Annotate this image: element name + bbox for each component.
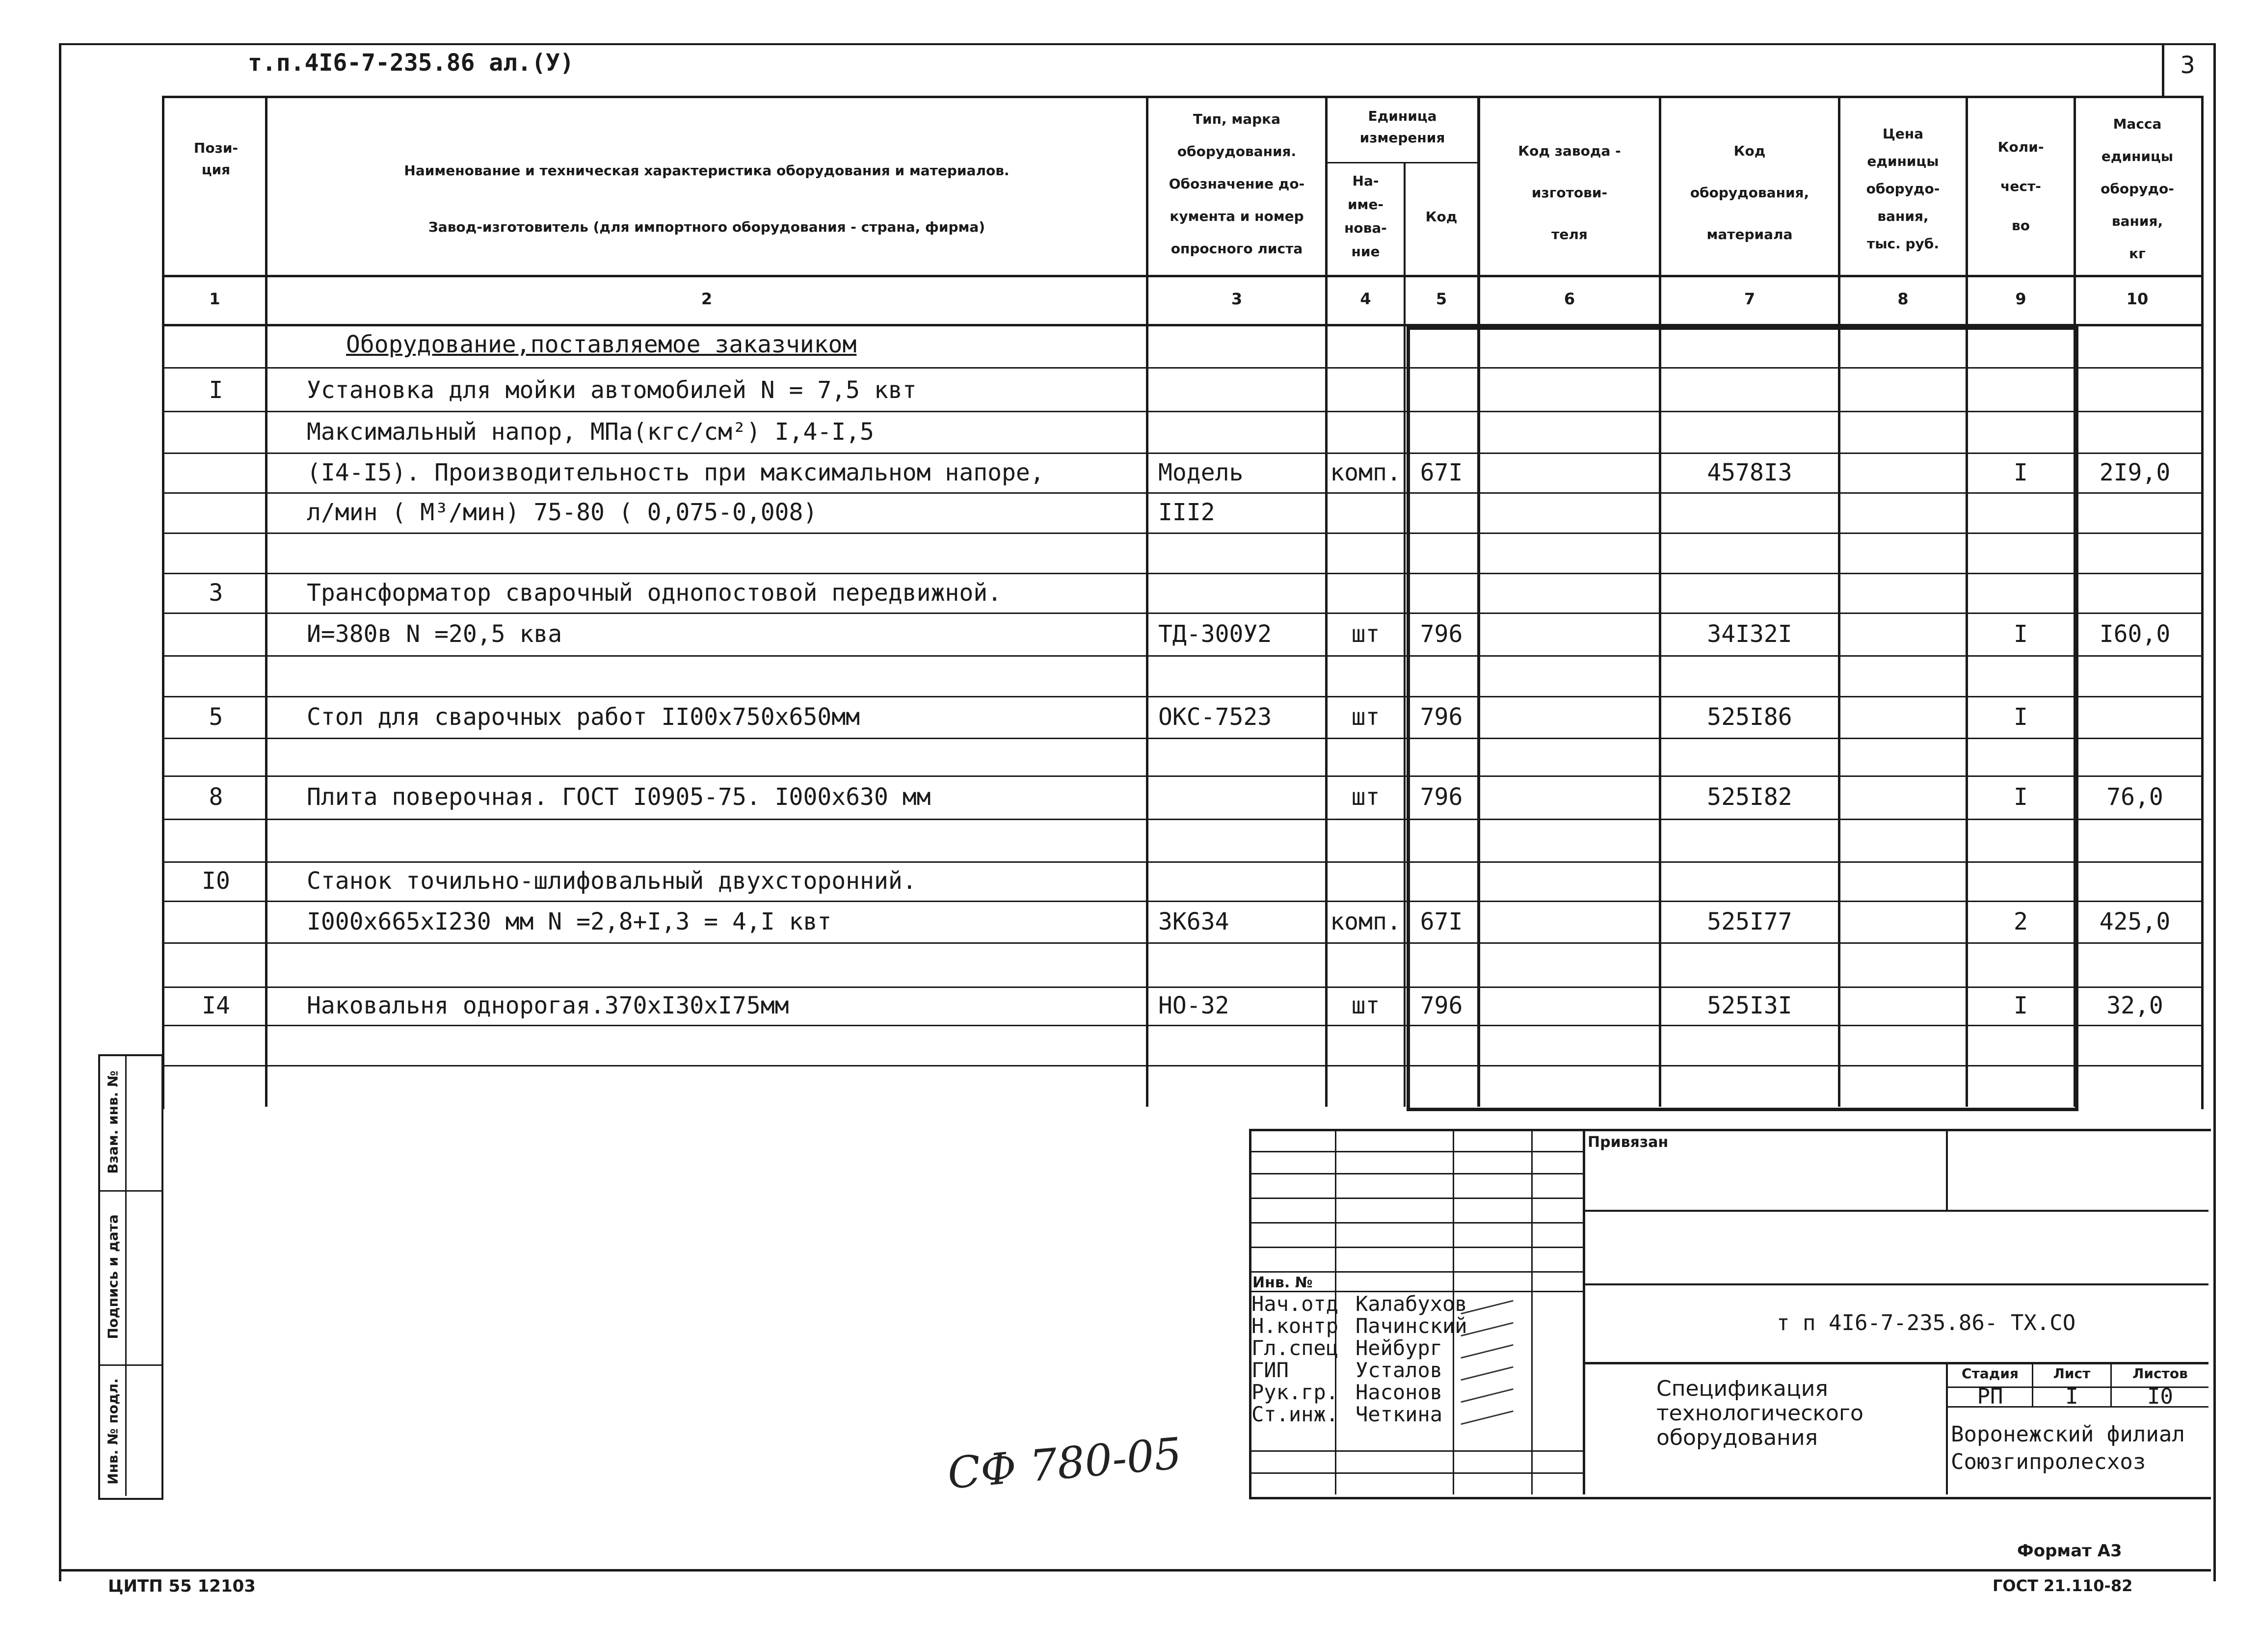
row-quantity: I xyxy=(2014,458,2028,486)
tb-grid-2 xyxy=(1249,1173,1583,1174)
designation: т п 4I6-7-235.86- ТХ.СО xyxy=(1777,1310,2076,1335)
row-name: Трансформатор сварочный однопостовой передвижной. xyxy=(307,579,1002,607)
row-name: И=380в N =20,5 ква xyxy=(307,620,562,648)
header-position: Пози- ция xyxy=(193,140,239,178)
row-unit-code: 796 xyxy=(1420,703,1463,731)
row-name: Стол для сварочных работ II00х750х650мм xyxy=(307,703,860,731)
row-line xyxy=(162,942,2201,944)
row-name: (I4-I5). Производительность при максимальном напоре, xyxy=(307,458,1044,486)
colnum-3: 3 xyxy=(1231,290,1243,308)
signer-role: Нач.отд xyxy=(1251,1292,1339,1316)
header-quantity: Коли- чест- во xyxy=(1997,139,2044,234)
row-line xyxy=(162,819,2201,820)
row-equip-code: 4578I3 xyxy=(1707,458,1792,486)
signer-role: Н.контр xyxy=(1251,1314,1339,1338)
row-mass: 76,0 xyxy=(2106,783,2163,811)
row-equip-code: 525I82 xyxy=(1707,783,1792,811)
row-quantity: 2 xyxy=(2014,907,2028,935)
header-type: Тип, марка оборудования. Обозначение до- кумента и номер опросного листа xyxy=(1169,111,1305,257)
colnum-6: 6 xyxy=(1564,290,1575,308)
side-label-inv-podl: Инв. № подл. xyxy=(105,1378,121,1485)
sheet-corner-number: 3 xyxy=(2180,52,2195,79)
row-position: I xyxy=(209,376,223,404)
row-position: 5 xyxy=(209,703,223,731)
row-line xyxy=(162,1065,2201,1066)
sheets-value: I0 xyxy=(2147,1384,2173,1409)
row-line xyxy=(162,573,2201,574)
tb-h-designation xyxy=(1583,1283,2208,1285)
row-quantity: I xyxy=(2014,620,2028,648)
row-line xyxy=(162,1025,2201,1026)
tb-grid-4 xyxy=(1249,1222,1583,1224)
row-unit-code: 796 xyxy=(1420,783,1463,811)
tb-grid-3 xyxy=(1249,1198,1583,1199)
doc-title: Спецификация технологического оборудования xyxy=(1656,1376,1863,1450)
sheet-label: Лист xyxy=(2053,1365,2091,1382)
row-unit-code: 67I xyxy=(1420,458,1463,486)
row-position: I4 xyxy=(202,992,230,1019)
row-type: III2 xyxy=(1158,499,1215,526)
row-line xyxy=(162,986,2201,988)
row-mass: I60,0 xyxy=(2099,620,2171,648)
row-mass: 32,0 xyxy=(2106,992,2163,1019)
colnum-7: 7 xyxy=(1744,290,1756,308)
sheet-bottom-line xyxy=(59,1569,2211,1572)
row-position: 3 xyxy=(209,579,223,607)
row-equip-code: 525I3I xyxy=(1707,992,1792,1019)
tb-v-3 xyxy=(1531,1129,1533,1494)
row-line xyxy=(162,738,2201,739)
row-unit-code: 796 xyxy=(1420,992,1463,1019)
tb-grid-1 xyxy=(1249,1151,1583,1152)
header-equip-code: Код оборудования, материала xyxy=(1690,143,1809,242)
tb-h-privyazan xyxy=(1583,1210,2208,1212)
row-unit: комп. xyxy=(1330,907,1401,935)
header-plant-code: Код завода - изготови- теля xyxy=(1518,143,1621,242)
side-label-podpis: Подпись и дата xyxy=(105,1214,121,1339)
row-equip-code: 525I77 xyxy=(1707,907,1792,935)
stage-value: РП xyxy=(1977,1384,2003,1409)
row-equip-code: 525I86 xyxy=(1707,703,1792,731)
row-unit: шт xyxy=(1351,992,1380,1019)
colnum-9: 9 xyxy=(2015,290,2026,308)
signer-role: ГИП xyxy=(1251,1358,1289,1382)
signer-role: Рук.гр. xyxy=(1251,1380,1339,1404)
stage-label: Стадия xyxy=(1962,1365,2019,1382)
unit-group-line xyxy=(1325,162,1477,163)
colnum-8: 8 xyxy=(1897,290,1909,308)
row-mass: 2I9,0 xyxy=(2099,458,2171,486)
row-unit: комп. xyxy=(1330,458,1401,486)
row-line xyxy=(162,613,2201,614)
signer-name: Калабухов xyxy=(1356,1292,1467,1316)
row-position: I0 xyxy=(202,867,230,895)
header-mass: Масса единицы оборудо- вания, кг xyxy=(2101,116,2174,262)
format-label: Формат А3 xyxy=(2017,1541,2122,1561)
row-unit-code: 67I xyxy=(1420,907,1463,935)
doc-code: т.п.4I6-7-235.86 ал.(У) xyxy=(248,49,574,77)
row-mass: 425,0 xyxy=(2099,907,2171,935)
tb-h-title xyxy=(1583,1362,2208,1364)
row-quantity: I xyxy=(2014,783,2028,811)
row-unit: шт xyxy=(1351,703,1380,731)
tb-v-4 xyxy=(1583,1129,1585,1494)
row-line xyxy=(162,533,2201,534)
sheets-label: Листов xyxy=(2132,1365,2188,1382)
row-type: ОКС-7523 xyxy=(1158,703,1272,731)
colnum-1: 1 xyxy=(209,290,220,308)
organization: Воронежский филиал Союзгипролесхоз xyxy=(1951,1422,2185,1474)
row-type: НО-32 xyxy=(1158,992,1229,1019)
header-unit-group: Единица измерения xyxy=(1359,108,1445,146)
tb-v-6 xyxy=(1946,1362,1948,1494)
row-type: Модель xyxy=(1158,458,1244,486)
row-line xyxy=(162,492,2201,494)
row-name: Плита поверочная. ГОСТ I0905-75. I000х630 мм xyxy=(307,783,931,811)
row-line xyxy=(162,901,2201,902)
tb-grid-8 xyxy=(1249,1450,1583,1452)
signer-name: Нейбург xyxy=(1356,1336,1443,1360)
row-equip-code: 34I32I xyxy=(1707,620,1792,648)
header-unit-name: На- име- нова- ние xyxy=(1344,173,1387,260)
row-name: Наковальня однорогая.370хI30хI75мм xyxy=(307,992,789,1019)
col-line-1 xyxy=(265,96,267,1107)
signer-role: Гл.спец xyxy=(1251,1336,1339,1360)
tb-grid-6 xyxy=(1249,1271,1583,1273)
row-name: Максимальный напор, МПа(кгс/см²) I,4-I,5 xyxy=(307,418,874,446)
side-label-vzam: Взам. инв. № xyxy=(105,1070,121,1174)
row-line xyxy=(162,453,2201,454)
signer-name: Насонов xyxy=(1356,1380,1443,1404)
footer-left: ЦИТП 55 12103 xyxy=(108,1576,256,1596)
row-name: л/мин ( М³/мин) 75-80 ( 0,075-0,008) xyxy=(307,499,818,526)
row-quantity: I xyxy=(2014,703,2028,731)
row-type: 3К634 xyxy=(1158,907,1229,935)
tb-grid-5 xyxy=(1249,1247,1583,1248)
row-name: Установка для мойки автомобилей N = 7,5 квт xyxy=(307,376,917,404)
row-line xyxy=(162,411,2201,412)
colnum-10: 10 xyxy=(2126,290,2149,308)
header-unit-code: Код xyxy=(1425,209,1458,225)
header-price: Цена единицы оборудо- вания, тыс. руб. xyxy=(1866,126,1940,252)
row-name: Станок точильно-шлифовальный двухсторонний. xyxy=(307,867,917,895)
row-unit: шт xyxy=(1351,783,1380,811)
colnum-2: 2 xyxy=(701,290,713,308)
signer-name: Усталов xyxy=(1356,1358,1443,1382)
colnum-4: 4 xyxy=(1360,290,1371,308)
row-line xyxy=(162,655,2201,657)
section-title: Оборудование,поставляемое заказчиком xyxy=(346,331,857,358)
section-row-line xyxy=(162,367,2201,369)
side-stamp-divider xyxy=(125,1054,127,1496)
sheet-value: I xyxy=(2065,1384,2078,1409)
handwritten-number: СФ 780-05 xyxy=(945,1428,1184,1499)
row-line xyxy=(162,775,2201,777)
row-type: ТД-300У2 xyxy=(1158,620,1272,648)
row-line xyxy=(162,696,2201,697)
row-unit-code: 796 xyxy=(1420,620,1463,648)
row-name: I000х665хI230 мм N =2,8+I,3 = 4,I квт xyxy=(307,907,832,935)
row-line xyxy=(162,861,2201,863)
signer-role: Ст.инж. xyxy=(1251,1402,1339,1426)
tb-grid-9 xyxy=(1249,1472,1583,1474)
signer-name: Пачинский xyxy=(1356,1314,1467,1338)
header-bottom-line xyxy=(162,275,2201,277)
header-name: Наименование и техническая характеристика оборудования и материалов. Завод-изготовитель (для импортного оборудования - страна, фирма) xyxy=(404,162,1010,235)
row-position: 8 xyxy=(209,783,223,811)
signer-name: Четкина xyxy=(1356,1402,1443,1426)
privyazan-label: Привязан xyxy=(1588,1134,1669,1151)
colnum-5: 5 xyxy=(1436,290,1447,308)
row-unit: шт xyxy=(1351,620,1380,648)
inv-no-label: Инв. № xyxy=(1252,1274,1313,1291)
footer-right: ГОСТ 21.110-82 xyxy=(1993,1576,2133,1595)
row-quantity: I xyxy=(2014,992,2028,1019)
tb-v-5 xyxy=(1946,1129,1948,1210)
